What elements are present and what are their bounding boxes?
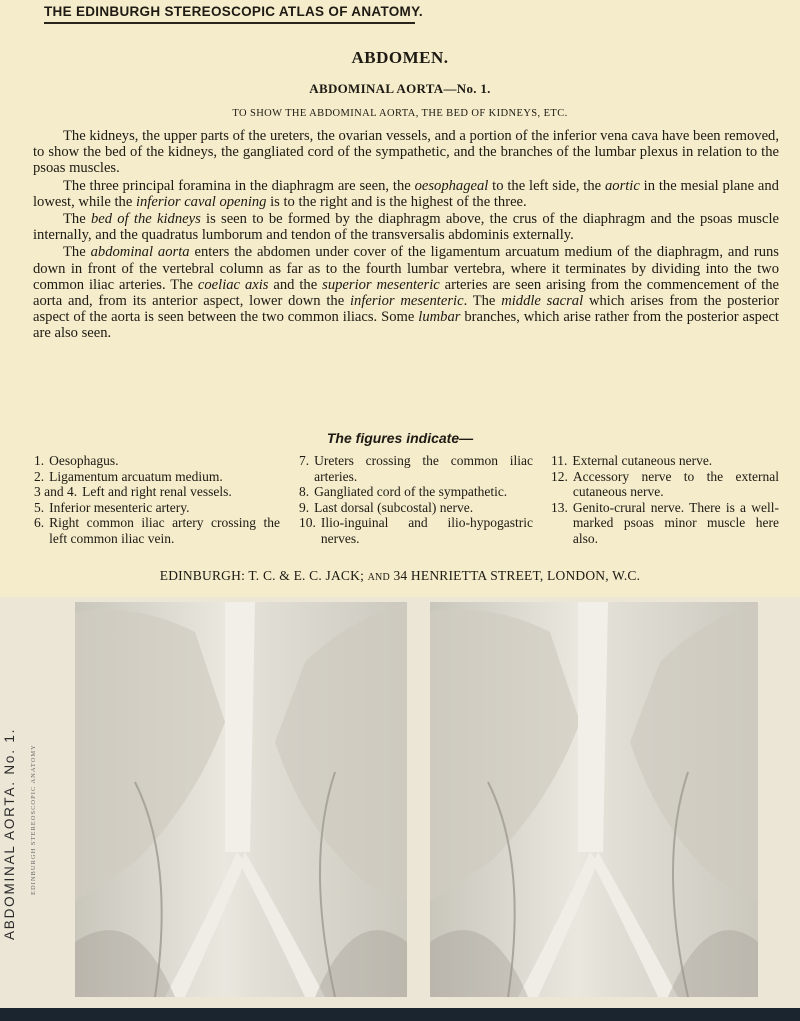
section-heading: ABDOMEN. — [351, 48, 449, 67]
figure-description: Inferior mesenteric artery. — [49, 499, 190, 515]
figure-description: External cutaneous nerve. — [572, 453, 713, 468]
text-run: and the — [268, 276, 323, 293]
text-run: The kidneys, the upper parts of the ureters, the ovarian vessels, and a portion of the inferior vena cava have been removed, to show the bed of the kidneys, the gangliated cord of the sympathetic, and the branches of the lumbar plexus in relation to the psoas muscles. — [33, 128, 779, 177]
text-run: to the left side, the — [488, 177, 605, 194]
text-run: enters the abdomen under cover of the ligamentum arcuatum medium of the diaphragm, and runs down in front of the vertebral column as far as to the fourth lumbar vertebra, where it terminates by dividing into the two common iliac arteries. The — [33, 244, 779, 293]
figure-legend-item — [299, 500, 533, 516]
italic-term: superior mesenteric — [322, 276, 440, 293]
italic-term: abdominal aorta — [90, 244, 190, 261]
figures-column-1 — [34, 453, 280, 546]
publisher-and: AND — [367, 572, 390, 583]
figure-description: Oesophagus. — [49, 453, 119, 468]
figures-column-2 — [299, 453, 533, 546]
plate-title: ABDOMINAL AORTA—No. 1. — [309, 81, 491, 96]
description-paragraph — [33, 211, 779, 243]
figure-description: Last dorsal (subcostal) nerve. — [314, 499, 474, 515]
figure-legend-item — [34, 500, 280, 516]
figure-legend-item — [34, 484, 280, 500]
figure-number: 13. — [551, 499, 568, 515]
figure-legend-item — [299, 453, 533, 484]
figure-number: 6. — [34, 515, 45, 530]
figure-description: Genito-crural nerve. There is a well-marked psoas minor muscle here also. — [572, 499, 779, 546]
figure-number: 8. — [299, 484, 310, 499]
publisher-address: 34 HENRIETTA STREET, LONDON, W.C. — [389, 568, 641, 583]
italic-term: oesophageal — [414, 177, 489, 194]
italic-term: coeliac axis — [197, 276, 269, 293]
description-paragraph — [33, 128, 779, 177]
figure-legend-item — [299, 484, 533, 500]
spine-label: ABDOMINAL AORTA. No. 1. — [2, 727, 17, 940]
text-run: The — [63, 244, 91, 261]
figure-number: 2. — [34, 468, 45, 484]
publisher-footer — [0, 568, 800, 584]
description-text — [33, 128, 779, 343]
figure-legend-item — [551, 453, 779, 469]
figure-description: Ureters crossing the common iliac arteries. — [314, 453, 533, 484]
figure-description: Left and right renal vessels. — [82, 484, 232, 499]
description-paragraph — [33, 244, 779, 341]
figure-description: Right common iliac artery crossing the left common iliac vein. — [49, 515, 280, 546]
text-run: in the mesial plane and lowest, while the — [33, 177, 779, 210]
italic-term: bed of the kidneys — [90, 211, 201, 228]
figure-legend-item — [34, 453, 280, 469]
description-paragraph — [33, 178, 779, 210]
figure-number: 7. — [299, 453, 310, 468]
spine-imprint: EDINBURGH STEREOSCOPIC ANATOMY — [30, 744, 37, 895]
figures-column-3 — [551, 453, 779, 546]
figure-legend-item — [551, 500, 779, 547]
figure-description: Ilio-inguinal and ilio-hypogastric nerves. — [320, 515, 533, 546]
figure-number: 3 and 4. — [34, 484, 78, 499]
text-run: is to the right and is the highest of the three. — [266, 193, 527, 210]
figures-heading: The figures indicate— — [326, 430, 474, 446]
italic-term: lumbar — [418, 309, 461, 326]
text-run: arteries are seen arising from the commencement of the aorta and, from its anterior aspect, lower down the — [33, 276, 780, 310]
italic-term: inferior mesenteric — [349, 293, 464, 310]
italic-term: middle sacral — [501, 293, 584, 310]
figure-description: Ligamentum arcuatum medium. — [49, 468, 223, 484]
stereo-photo-right — [430, 602, 758, 997]
figure-number: 1. — [34, 453, 45, 468]
figure-legend-item — [34, 515, 280, 546]
figure-legend-item — [551, 469, 779, 500]
text-run: which arises from the posterior aspect of the aorta is seen between the two common iliacs. Some — [33, 293, 779, 326]
stereo-photo-left — [75, 602, 407, 997]
text-run: is seen to be formed by the diaphragm above, the crus of the diaphragm and the psoas muscle internally, and the quadratus lumborum and tendon of the transversalis abdominis externally. — [33, 211, 779, 244]
figure-number: 10. — [299, 515, 316, 530]
figure-description: Gangliated cord of the sympathetic. — [314, 484, 508, 499]
figure-number: 11. — [551, 453, 568, 468]
plate-subtitle: TO SHOW THE ABDOMINAL AORTA, THE BED OF KIDNEYS, ETC. — [232, 108, 568, 119]
figure-number: 12. — [551, 468, 568, 484]
text-run: The — [63, 211, 91, 228]
italic-term: aortic — [604, 177, 640, 194]
italic-term: inferior caval opening — [135, 193, 267, 210]
figure-number: 9. — [299, 499, 310, 515]
figure-legend-item — [299, 515, 533, 546]
text-run: . The — [463, 293, 502, 310]
bottom-edge — [0, 1008, 800, 1021]
title-underline — [44, 22, 415, 24]
text-run: The three principal foramina in the diaphragm are seen, the — [63, 177, 415, 194]
publisher-name: EDINBURGH: T. C. & E. C. JACK; — [159, 568, 368, 583]
figure-legend-item — [34, 469, 280, 485]
figure-description: Accessory nerve to the external cutaneous nerve. — [572, 468, 779, 499]
text-run: branches, which arise rather from the posterior aspect are also seen. — [33, 309, 779, 342]
atlas-title: THE EDINBURGH STEREOSCOPIC ATLAS OF ANATOMY. — [44, 4, 423, 19]
figure-number: 5. — [34, 499, 45, 515]
